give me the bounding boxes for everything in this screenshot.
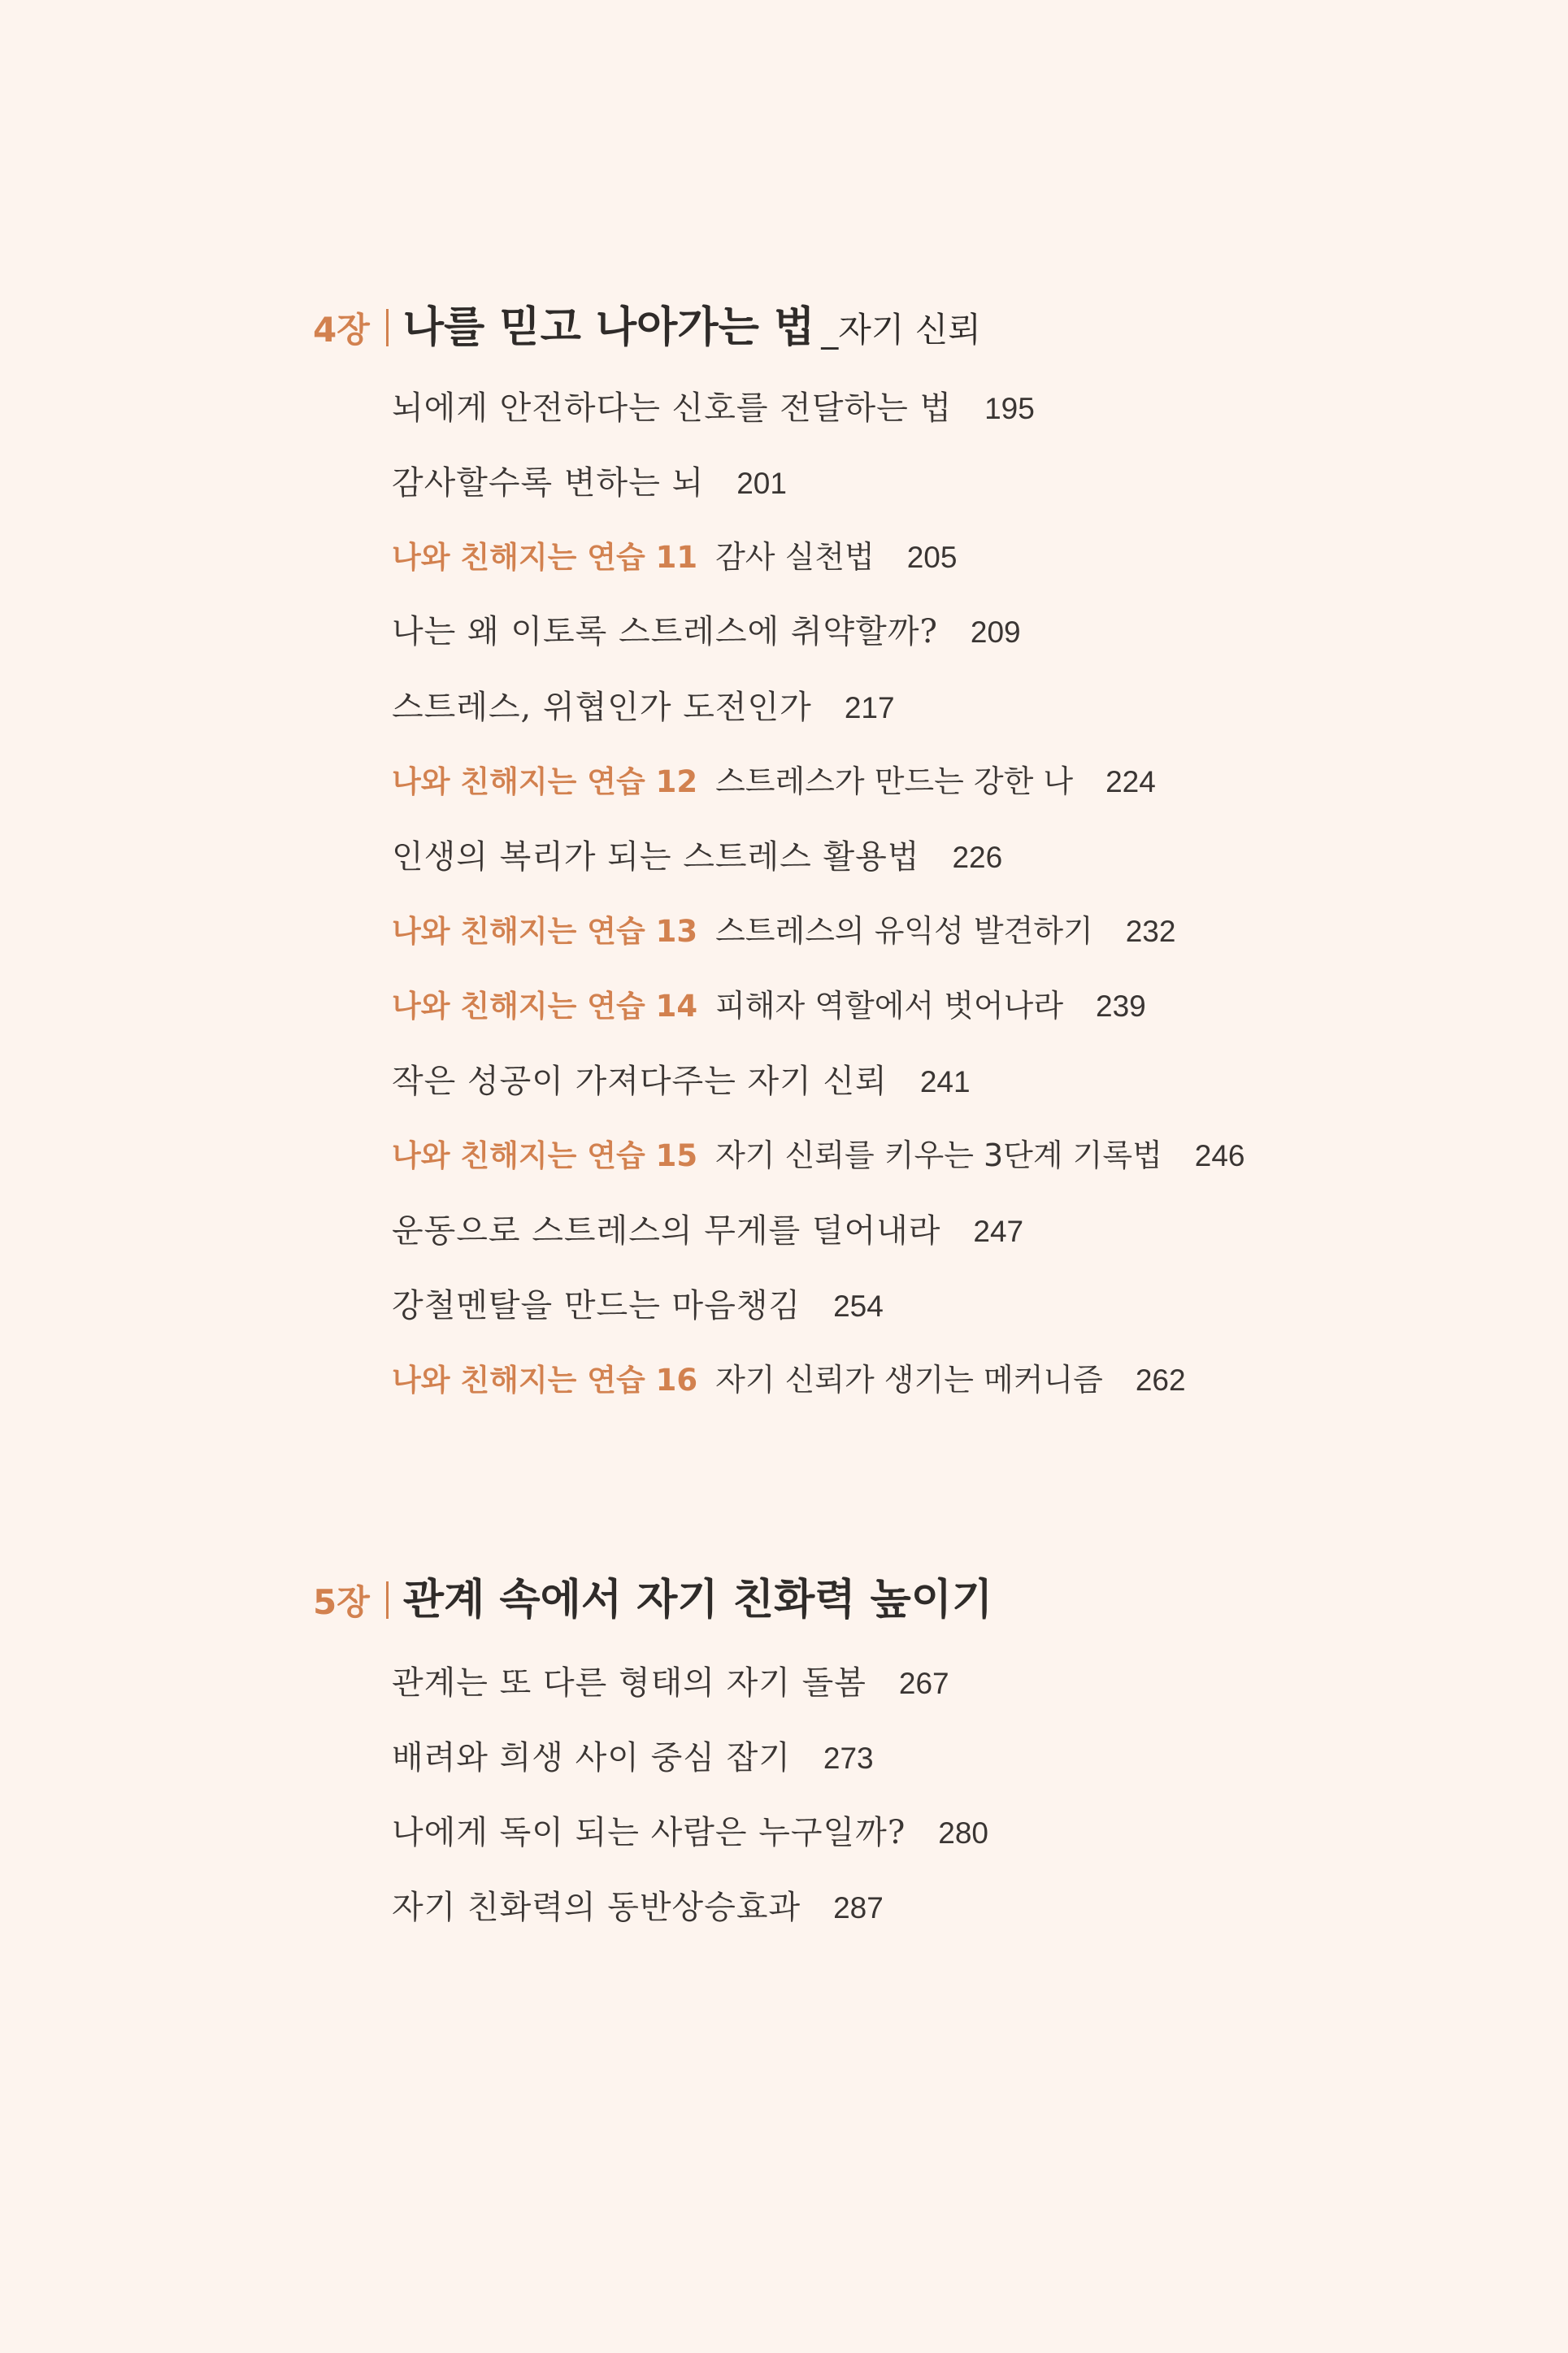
- entry-title: 자기 신뢰를 키우는 3단계 기록법: [715, 1137, 1162, 1173]
- exercise-label: 나와 친해지는 연습 12: [392, 764, 698, 799]
- page-number: 267: [898, 1667, 949, 1700]
- toc-entry[interactable]: [392, 681, 895, 728]
- exercise-label: 나와 친해지는 연습 15: [392, 1138, 698, 1173]
- entry-title: 작은 성공이 가져다주는 자기 신뢰: [392, 1063, 888, 1100]
- chapter-divider: [386, 1581, 389, 1619]
- chapter-title: 관계 속에서 자기 친화력 높이기: [402, 1575, 993, 1624]
- page-number: 247: [973, 1215, 1024, 1248]
- exercise-entry[interactable]: [392, 532, 957, 576]
- entry-title: 인생의 복리가 되는 스트레스 활용법: [392, 838, 920, 876]
- exercise-entry[interactable]: [392, 906, 1175, 950]
- exercise-label: 나와 친해지는 연습 11: [392, 540, 698, 575]
- entry-title: 나에게 독이 되는 사람은 누구일까?: [392, 1814, 906, 1851]
- chapter-number: 5장: [313, 1582, 370, 1622]
- entry-title: 스트레스의 유익성 발견하기: [715, 913, 1093, 949]
- page-number: 205: [906, 541, 958, 574]
- toc-entry[interactable]: [392, 1657, 949, 1703]
- exercise-entry[interactable]: [392, 1130, 1245, 1175]
- page-number: 246: [1194, 1139, 1245, 1172]
- chapter-5-heading: [313, 1565, 992, 1626]
- page-number: 195: [984, 392, 1035, 425]
- page-number: 280: [938, 1816, 988, 1850]
- chapter-divider: [386, 309, 389, 346]
- entry-title: 감사할수록 변하는 뇌: [392, 464, 705, 502]
- chapter-title: 나를 믿고 나아가는 법: [402, 302, 815, 352]
- exercise-entry[interactable]: [392, 756, 1156, 801]
- page-number: 217: [844, 691, 895, 724]
- entry-title: 피해자 역할에서 벗어나라: [715, 988, 1064, 1024]
- entry-title: 스트레스, 위협인가 도전인가: [392, 689, 812, 726]
- entry-title: 자기 친화력의 동반상승효과: [392, 1889, 801, 1926]
- page-number: 287: [833, 1891, 884, 1925]
- entry-title: 감사 실천법: [715, 539, 875, 575]
- toc-entry[interactable]: [392, 606, 1021, 652]
- toc-entry[interactable]: [392, 1881, 884, 1928]
- page-number: 254: [833, 1290, 884, 1323]
- entry-title: 나는 왜 이토록 스트레스에 취약할까?: [392, 613, 938, 650]
- entry-title: 강철멘탈을 만드는 마음챙김: [392, 1287, 801, 1324]
- toc-entry[interactable]: [392, 1732, 874, 1778]
- page-number: 241: [919, 1065, 971, 1098]
- page-number: 226: [952, 841, 1003, 874]
- toc-entry[interactable]: [392, 1807, 988, 1853]
- page-number: 201: [736, 467, 787, 500]
- page-number: 273: [823, 1742, 874, 1775]
- toc-entry[interactable]: [392, 457, 787, 503]
- chapter-subtitle: _자기 신뢰: [821, 310, 981, 350]
- exercise-label: 나와 친해지는 연습 14: [392, 989, 698, 1024]
- exercise-label: 나와 친해지는 연습 13: [392, 914, 698, 949]
- entry-title: 스트레스가 만드는 강한 나: [715, 763, 1074, 799]
- chapter-number: 4장: [313, 310, 370, 350]
- entry-title: 뇌에게 안전하다는 신호를 전달하는 법: [392, 389, 953, 427]
- toc-entry[interactable]: [392, 1055, 971, 1102]
- page-number: 232: [1125, 915, 1176, 948]
- entry-title: 배려와 희생 사이 중심 잡기: [392, 1739, 791, 1777]
- page-number: 209: [970, 615, 1021, 649]
- entry-title: 운동으로 스트레스의 무게를 덜어내라: [392, 1212, 941, 1250]
- toc-entry[interactable]: [392, 1205, 1023, 1251]
- page-number: 262: [1135, 1364, 1186, 1397]
- chapter-4-heading: [313, 293, 981, 354]
- entry-title: 자기 신뢰가 생기는 메커니즘: [715, 1362, 1103, 1398]
- page-number: 224: [1105, 765, 1156, 798]
- toc-entry[interactable]: [392, 382, 1035, 428]
- entry-title: 관계는 또 다른 형태의 자기 돌봄: [392, 1664, 867, 1702]
- page-number: 239: [1096, 989, 1146, 1023]
- exercise-entry[interactable]: [392, 1355, 1186, 1399]
- toc-entry[interactable]: [392, 831, 1002, 877]
- toc-entry[interactable]: [392, 1280, 884, 1326]
- exercise-entry[interactable]: [392, 981, 1146, 1025]
- exercise-label: 나와 친해지는 연습 16: [392, 1363, 698, 1398]
